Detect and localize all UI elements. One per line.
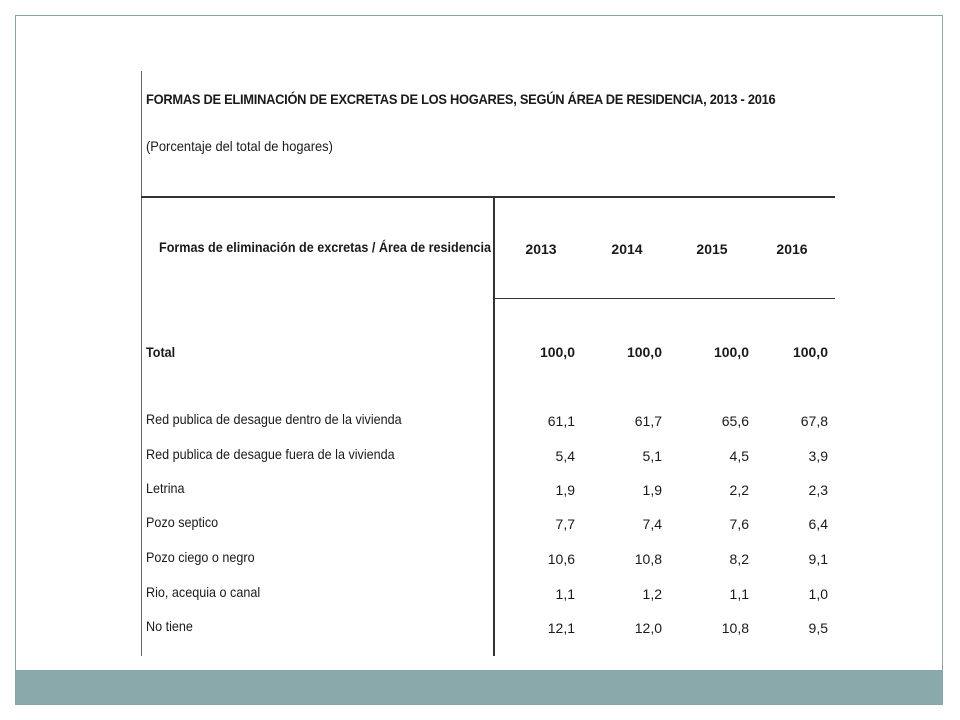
table-cell: 1,1 <box>555 586 575 602</box>
table-cell: 61,1 <box>547 413 575 429</box>
total-cell: 100,0 <box>539 344 575 360</box>
row-label: Rio, acequia o canal <box>146 584 261 600</box>
total-cell: 100,0 <box>792 344 828 360</box>
table-cell: 9,1 <box>808 551 828 567</box>
table-cell: 9,5 <box>808 620 828 636</box>
document-subtitle: (Porcentaje del total de hogares) <box>146 138 333 154</box>
table-cell: 8,2 <box>729 551 749 567</box>
table-cell: 1,0 <box>808 586 828 602</box>
row-label: No tiene <box>146 618 193 634</box>
table-cell: 6,4 <box>808 516 828 532</box>
table-cell: 7,7 <box>555 516 575 532</box>
table-top-rule <box>141 196 835 198</box>
table-cell: 4,5 <box>729 448 749 464</box>
year-header: 2014 <box>611 241 643 257</box>
table-cell: 5,1 <box>642 448 662 464</box>
row-label: Letrina <box>146 480 185 496</box>
document-title: FORMAS DE ELIMINACIÓN DE EXCRETAS DE LOS HOGARES, SEGÚN ÁREA DE RESIDENCIA, 2013 - 2016 <box>146 91 776 107</box>
year-header: 2016 <box>776 241 808 257</box>
table-cell: 1,2 <box>642 586 662 602</box>
table-cell: 61,7 <box>634 413 662 429</box>
table-column-divider <box>493 196 495 656</box>
table-cell: 12,0 <box>634 620 662 636</box>
table-cell: 1,1 <box>729 586 749 602</box>
table-cell: 3,9 <box>808 448 828 464</box>
table-cell: 5,4 <box>555 448 575 464</box>
document-image <box>141 71 837 656</box>
total-cell: 100,0 <box>713 344 749 360</box>
table-cell: 65,6 <box>721 413 749 429</box>
table-cell: 7,6 <box>729 516 749 532</box>
slide <box>15 15 943 705</box>
table-cell: 1,9 <box>555 482 575 498</box>
table-cell: 1,9 <box>642 482 662 498</box>
left-rule <box>141 71 142 656</box>
footer-bar <box>16 670 942 704</box>
table-cell: 7,4 <box>642 516 662 532</box>
row-label: Pozo ciego o negro <box>146 549 255 565</box>
table-cell: 10,8 <box>634 551 662 567</box>
table-cell: 10,8 <box>721 620 749 636</box>
table-cell: 2,3 <box>808 482 828 498</box>
row-label: Red publica de desague dentro de la vivienda <box>146 411 402 427</box>
row-label: Pozo septico <box>146 514 219 530</box>
year-header: 2013 <box>525 241 557 257</box>
table-cell: 12,1 <box>547 620 575 636</box>
row-label: Red publica de desague fuera de la vivienda <box>146 446 395 462</box>
table-header-label: Formas de eliminación de excretas / Área de residencia <box>159 239 491 255</box>
year-header: 2015 <box>696 241 728 257</box>
table-cell: 10,6 <box>547 551 575 567</box>
total-cell: 100,0 <box>626 344 662 360</box>
table-cell: 67,8 <box>800 413 828 429</box>
table-cell: 2,2 <box>729 482 749 498</box>
table-header-rule <box>494 298 835 299</box>
total-label: Total <box>146 344 176 360</box>
